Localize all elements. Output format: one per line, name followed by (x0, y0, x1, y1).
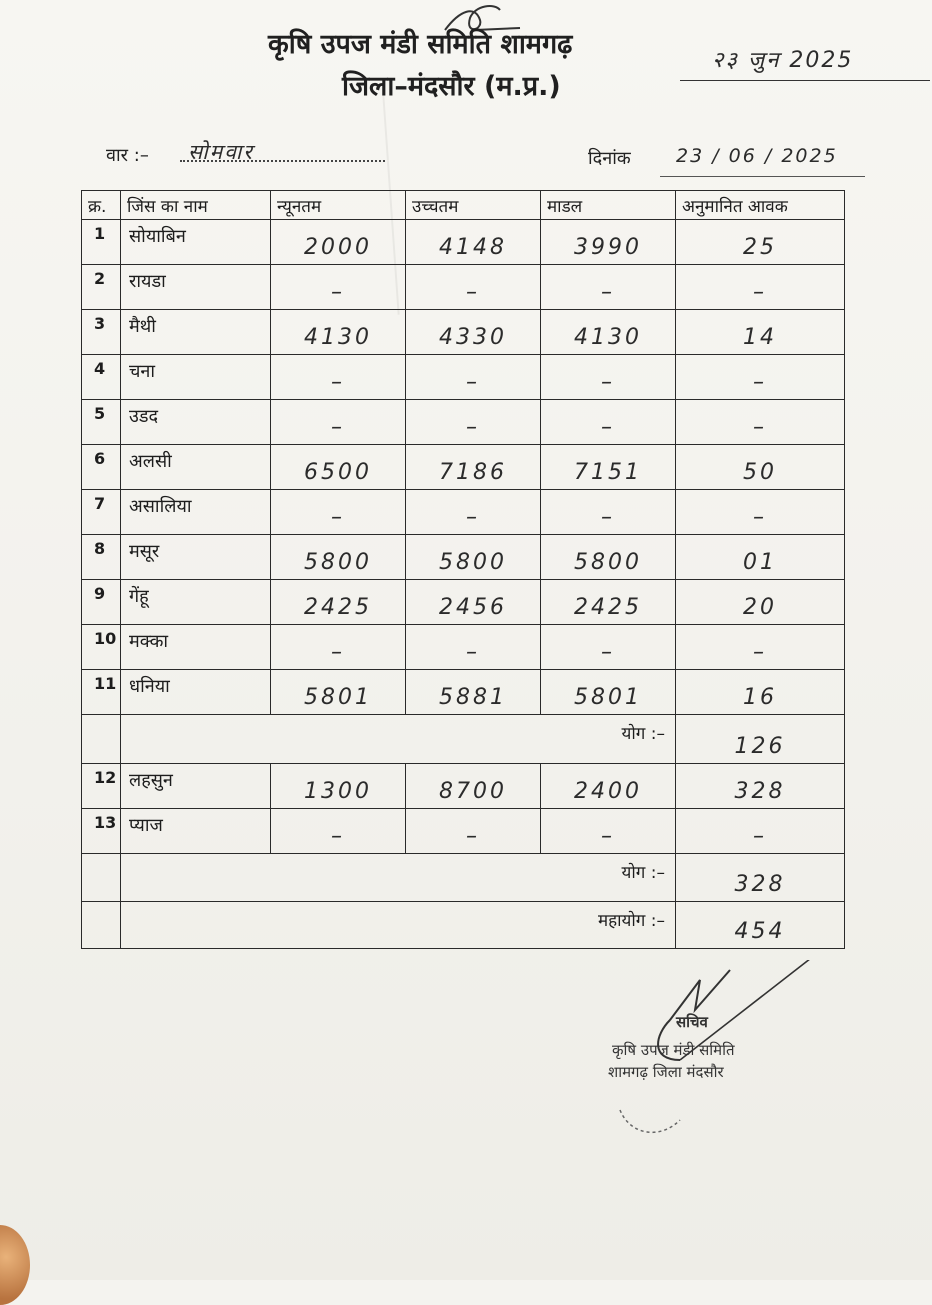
stamp-line-1: कृषि उपज मंडी समिति (612, 1041, 735, 1059)
row-commodity-name: मसूर (121, 535, 271, 580)
row-max-price: – (406, 400, 541, 445)
row-arrival: – (676, 355, 845, 400)
row-max-price: 4148 (406, 220, 541, 265)
table-row (82, 764, 845, 809)
row-max-price: – (406, 625, 541, 670)
row-model-price: 7151 (541, 445, 676, 490)
row-commodity-name: असालिया (121, 490, 271, 535)
table-row (82, 445, 845, 490)
row-model-price: 3990 (541, 220, 676, 265)
handwritten-date: २३ जुन 2025 (712, 48, 854, 73)
subtotal1-row (82, 715, 845, 764)
row-max-price: 2456 (406, 580, 541, 625)
row-max-price: – (406, 490, 541, 535)
row-serial: 8 (82, 535, 121, 580)
subtotal1-label: योग :– (121, 715, 676, 764)
row-model-price: 2400 (541, 764, 676, 809)
row-model-price: 2425 (541, 580, 676, 625)
col-header-commodity: जिंस का नाम (121, 191, 271, 220)
day-dotted-line (180, 160, 385, 162)
subtotal2-value: 328 (676, 854, 845, 902)
row-max-price: – (406, 355, 541, 400)
row-model-price: – (541, 490, 676, 535)
col-header-model: माडल (541, 191, 676, 220)
table-row (82, 580, 845, 625)
row-model-price: – (541, 625, 676, 670)
row-arrival: – (676, 490, 845, 535)
col-header-arrival: अनुमानित आवक (676, 191, 845, 220)
grand_total-value: 454 (676, 902, 845, 949)
table-row (82, 809, 845, 854)
row-serial: 4 (82, 355, 121, 400)
date-label: दिनांक (588, 148, 631, 169)
stamp-line-2: शामगढ़ जिला मंदसौर (608, 1063, 724, 1081)
row-arrival: 14 (676, 310, 845, 355)
row-arrival: 01 (676, 535, 845, 580)
col-header-sn: क्र. (82, 191, 121, 220)
row-serial: 11 (82, 670, 121, 715)
row-arrival: – (676, 265, 845, 310)
table-row (82, 625, 845, 670)
blank-cell (82, 902, 121, 949)
row-serial: 10 (82, 625, 121, 670)
row-arrival: – (676, 809, 845, 854)
subtotal2-row (82, 854, 845, 902)
row-serial: 9 (82, 580, 121, 625)
date-underline (680, 80, 930, 81)
row-model-price: 4130 (541, 310, 676, 355)
col-header-min: न्यूनतम (271, 191, 406, 220)
row-commodity-name: मैथी (121, 310, 271, 355)
row-min-price: – (271, 355, 406, 400)
row-min-price: – (271, 625, 406, 670)
row-max-price: – (406, 809, 541, 854)
row-model-price: – (541, 400, 676, 445)
row-max-price: 8700 (406, 764, 541, 809)
table-row (82, 355, 845, 400)
row-model-price: – (541, 809, 676, 854)
row-commodity-name: धनिया (121, 670, 271, 715)
row-commodity-name: मक्का (121, 625, 271, 670)
row-commodity-name: चना (121, 355, 271, 400)
row-serial: 7 (82, 490, 121, 535)
row-arrival: 16 (676, 670, 845, 715)
row-commodity-name: गेंहू (121, 580, 271, 625)
col-header-max: उच्चतम (406, 191, 541, 220)
row-max-price: 5881 (406, 670, 541, 715)
table-row (82, 220, 845, 265)
row-min-price: – (271, 490, 406, 535)
grand_total-label: महायोग :– (121, 902, 676, 949)
row-serial: 5 (82, 400, 121, 445)
blank-cell (82, 854, 121, 902)
row-commodity-name: उडद (121, 400, 271, 445)
subtotal2-label: योग :– (121, 854, 676, 902)
row-model-price: 5801 (541, 670, 676, 715)
row-arrival: – (676, 400, 845, 445)
row-serial: 1 (82, 220, 121, 265)
row-min-price: – (271, 400, 406, 445)
row-model-price: 5800 (541, 535, 676, 580)
row-serial: 12 (82, 764, 121, 809)
row-min-price: 5801 (271, 670, 406, 715)
date-value: 23 / 06 / 2025 (676, 145, 838, 167)
row-arrival: 50 (676, 445, 845, 490)
district-title: जिला–मंदसौर (म.प्र.) (342, 71, 561, 102)
row-min-price: 6500 (271, 445, 406, 490)
row-max-price: 5800 (406, 535, 541, 580)
row-min-price: 2425 (271, 580, 406, 625)
row-arrival: – (676, 625, 845, 670)
table-row (82, 670, 845, 715)
row-serial: 3 (82, 310, 121, 355)
row-commodity-name: रायडा (121, 265, 271, 310)
row-model-price: – (541, 265, 676, 310)
table-row (82, 310, 845, 355)
row-arrival: 25 (676, 220, 845, 265)
row-max-price: 7186 (406, 445, 541, 490)
row-min-price: 1300 (271, 764, 406, 809)
day-value: सोमवार (188, 140, 254, 164)
row-commodity-name: लहसुन (121, 764, 271, 809)
market-rates-table (81, 190, 845, 949)
date-line (660, 176, 865, 177)
row-max-price: – (406, 265, 541, 310)
blank-cell (82, 715, 121, 764)
row-commodity-name: अलसी (121, 445, 271, 490)
table-header-row (82, 191, 845, 220)
row-min-price: – (271, 809, 406, 854)
row-serial: 6 (82, 445, 121, 490)
row-serial: 2 (82, 265, 121, 310)
row-arrival: 20 (676, 580, 845, 625)
day-label: वार :– (106, 145, 149, 166)
row-min-price: 4130 (271, 310, 406, 355)
row-commodity-name: प्याज (121, 809, 271, 854)
row-min-price: 2000 (271, 220, 406, 265)
row-min-price: – (271, 265, 406, 310)
table-row (82, 265, 845, 310)
table-row (82, 490, 845, 535)
row-model-price: – (541, 355, 676, 400)
stamp-secretary-label: सचिव (676, 1013, 708, 1031)
row-min-price: 5800 (271, 535, 406, 580)
row-commodity-name: सोयाबिन (121, 220, 271, 265)
row-serial: 13 (82, 809, 121, 854)
table-row (82, 400, 845, 445)
table-row (82, 535, 845, 580)
grand_total-row (82, 902, 845, 949)
row-arrival: 328 (676, 764, 845, 809)
subtotal1-value: 126 (676, 715, 845, 764)
row-max-price: 4330 (406, 310, 541, 355)
office-title: कृषि उपज मंडी समिति शामगढ़ (268, 29, 573, 60)
